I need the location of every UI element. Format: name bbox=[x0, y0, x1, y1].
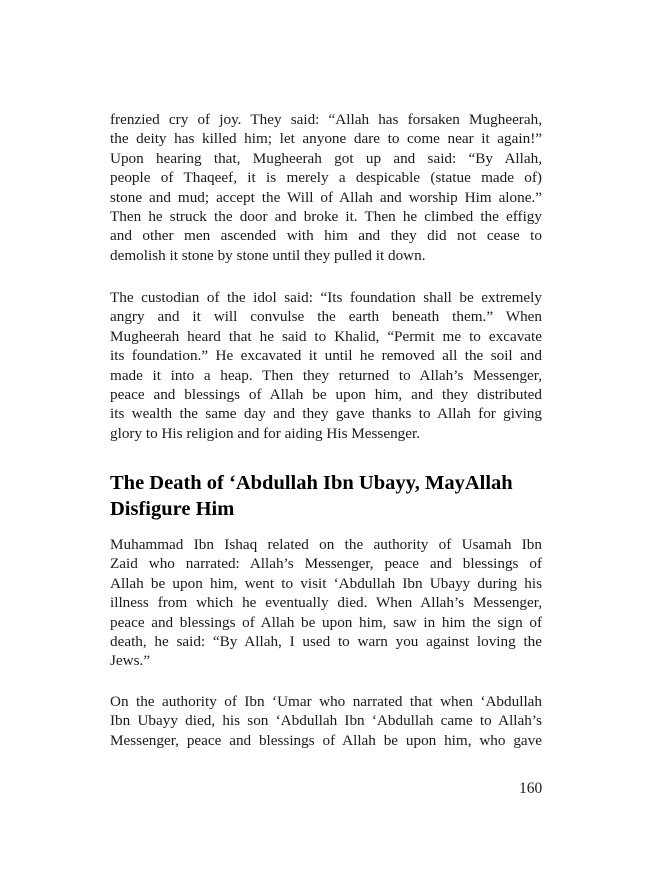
paragraph-mugheerah-demolishes-idol bbox=[110, 110, 542, 265]
text-line: made it into a heap. Then they returned to Allah’s Messenger, bbox=[110, 366, 542, 384]
heading-line: The Death of ‘Abdullah Ibn Ubayy, MayAllah bbox=[110, 472, 513, 494]
text-line: angry and it will convulse the earth beneath them.” When bbox=[110, 308, 542, 326]
text-line: glory to His religion and for aiding His Messenger. bbox=[110, 424, 421, 442]
heading-line: Disfigure Him bbox=[110, 498, 235, 520]
text-line: Ibn Ubayy died, his son ‘Abdullah Ibn ‘Abdullah came to Allah’s bbox=[110, 712, 542, 730]
text-line: Mugheerah heard that he said to Khalid, “Permit me to excavate bbox=[110, 327, 542, 345]
text-line: its foundation.” He excavated it until he removed all the soil and bbox=[110, 347, 542, 365]
paragraph-ibn-ishaq-narration bbox=[110, 535, 542, 671]
text-line: death, he said: “By Allah, I used to warn you against loving the bbox=[110, 632, 542, 650]
paragraph-ibn-umar-narration bbox=[110, 692, 542, 750]
page-number: 160 bbox=[519, 780, 543, 797]
text-line: Upon hearing that, Mugheerah got up and said: “By Allah, bbox=[110, 149, 542, 167]
text-line: demolish it stone by stone until they pulled it down. bbox=[110, 246, 426, 264]
text-line: Allah be upon him, went to visit ‘Abdullah Ibn Ubayy during his bbox=[110, 574, 542, 592]
section-heading bbox=[110, 470, 550, 522]
text-line: illness from which he eventually died. When Allah’s Messenger, bbox=[110, 594, 542, 612]
text-line: the deity has killed him; let anyone dare to come near it again!” bbox=[110, 130, 542, 148]
text-line: Then he struck the door and broke it. Then he climbed the effigy bbox=[110, 207, 542, 225]
text-line: Messenger, peace and blessings of Allah be upon him, who gave bbox=[110, 731, 542, 749]
text-line: Zaid who narrated: Allah’s Messenger, peace and blessings of bbox=[110, 555, 542, 573]
paragraph-custodian-of-idol bbox=[110, 288, 542, 443]
text-line: and other men ascended with him and they did not cease to bbox=[110, 227, 542, 245]
text-line: people of Thaqeef, it is merely a despicable (statue made of) bbox=[110, 169, 542, 187]
text-line: The custodian of the idol said: “Its foundation shall be extremely bbox=[110, 289, 542, 306]
text-line: its wealth the same day and they gave thanks to Allah for giving bbox=[110, 405, 542, 423]
text-line: frenzied cry of joy. They said: “Allah has forsaken Mugheerah, bbox=[110, 111, 542, 128]
text-line: Jews.” bbox=[110, 652, 151, 670]
text-line: peace and blessings of Allah be upon him, and they distributed bbox=[110, 385, 542, 403]
text-line: stone and mud; accept the Will of Allah and worship Him alone.” bbox=[110, 188, 542, 206]
text-line: peace and blessings of Allah be upon him, saw in him the sign of bbox=[110, 613, 542, 631]
text-line: On the authority of Ibn ‘Umar who narrated that when ‘Abdullah bbox=[110, 693, 542, 710]
text-line: Muhammad Ibn Ishaq related on the authority of Usamah Ibn bbox=[110, 536, 542, 553]
